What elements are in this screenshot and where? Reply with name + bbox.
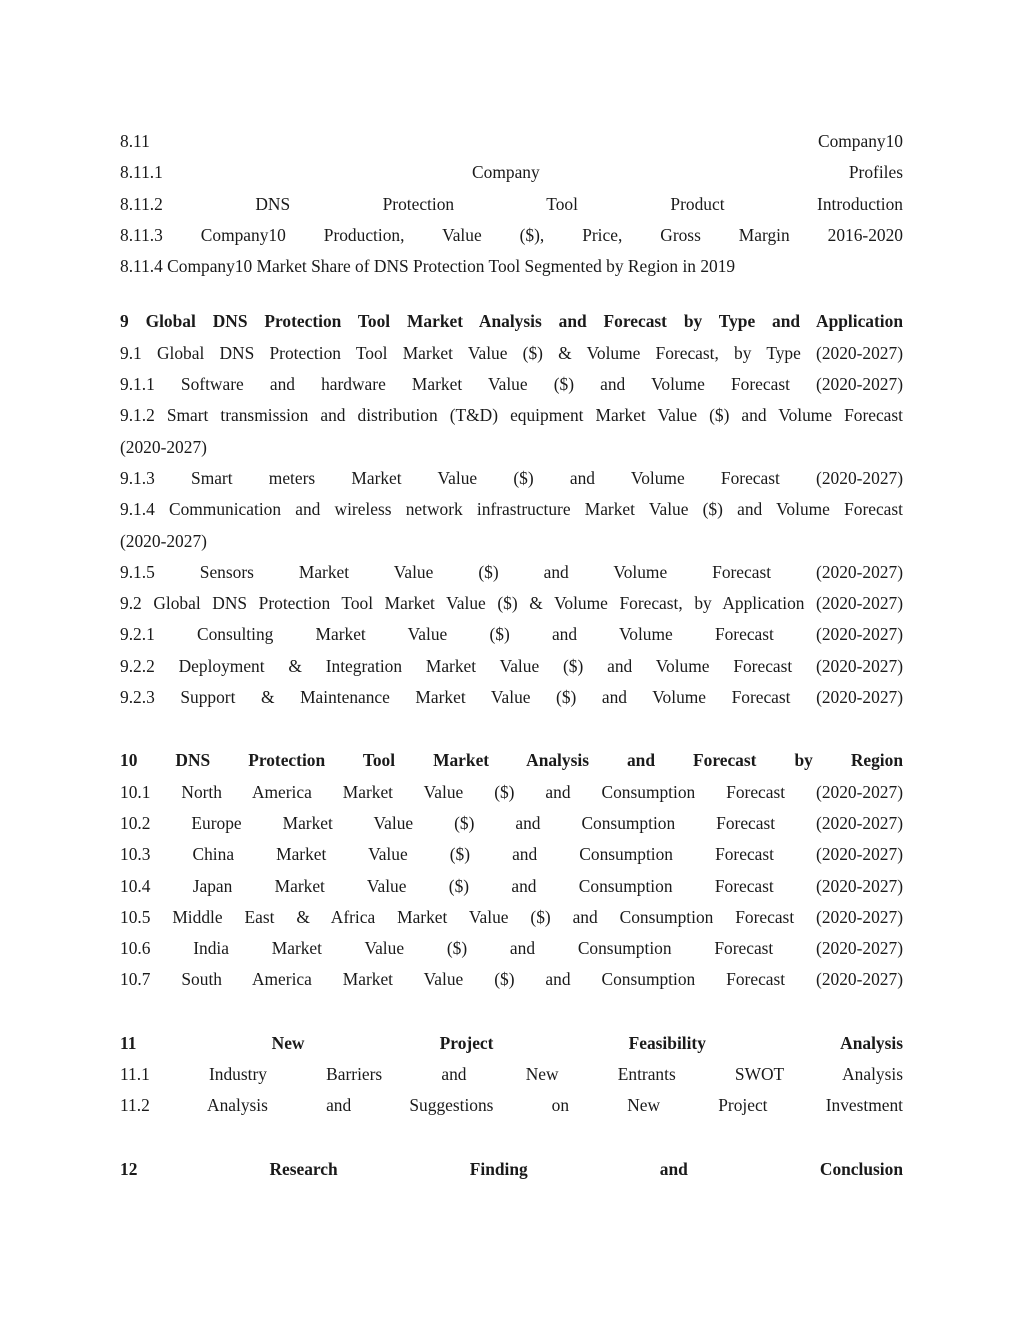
toc-entry-9-1-4: 9.1.4 Communication and wireless network infrastructure Market Value ($) and Volume Forecast <box>120 499 903 520</box>
toc-entry-9-1-5: 9.1.5 Sensors Market Value ($) and Volume Forecast (2020-2027) <box>120 561 903 582</box>
toc-entry-9-2-3: 9.2.3 Support & Maintenance Market Value ($) and Volume Forecast (2020-2027) <box>120 687 903 708</box>
toc-entry-10-6: 10.6 India Market Value ($) and Consumption Forecast (2020-2027) <box>120 938 903 959</box>
toc-entry-10-3: 10.3 China Market Value ($) and Consumption Forecast (2020-2027) <box>120 844 903 865</box>
toc-entry-9-1-2: 9.1.2 Smart transmission and distribution (T&D) equipment Market Value ($) and Volume Forecast <box>120 405 903 426</box>
toc-entry-10-7: 10.7 South America Market Value ($) and Consumption Forecast (2020-2027) <box>120 969 903 990</box>
section-spacer <box>120 282 903 306</box>
toc-entry-9-2-2: 9.2.2 Deployment & Integration Market Value ($) and Volume Forecast (2020-2027) <box>120 655 903 676</box>
toc-entry-9-1: 9.1 Global DNS Protection Tool Market Value ($) & Volume Forecast, by Type (2020-2027) <box>120 342 903 363</box>
toc-heading-9: 9 Global DNS Protection Tool Market Analysis and Forecast by Type and Application <box>120 311 903 332</box>
toc-entry-9-1-4-continued: (2020-2027) <box>120 530 207 551</box>
toc-entry-11-2: 11.2 Analysis and Suggestions on New Project Investment <box>120 1095 903 1116</box>
toc-entry-9-2-1: 9.2.1 Consulting Market Value ($) and Volume Forecast (2020-2027) <box>120 624 903 645</box>
section-spacer <box>120 713 903 745</box>
toc-entry-10-2: 10.2 Europe Market Value ($) and Consumption Forecast (2020-2027) <box>120 812 903 833</box>
toc-entry-10-1: 10.1 North America Market Value ($) and Consumption Forecast (2020-2027) <box>120 781 903 802</box>
toc-heading-10: 10 DNS Protection Tool Market Analysis and Forecast by Region <box>120 750 903 771</box>
toc-entry-8-11-4: 8.11.4 Company10 Market Share of DNS Protection Tool Segmented by Region in 2019 <box>120 256 736 277</box>
toc-heading-12: 12 Research Finding and Conclusion <box>120 1158 903 1179</box>
toc-entry-9-1-3: 9.1.3 Smart meters Market Value ($) and Volume Forecast (2020-2027) <box>120 467 903 488</box>
toc-entry-11-1: 11.1 Industry Barriers and New Entrants SWOT Analysis <box>120 1064 903 1085</box>
toc-entry-9-1-2-continued: (2020-2027) <box>120 436 207 457</box>
toc-entry-9-2: 9.2 Global DNS Protection Tool Market Value ($) & Volume Forecast, by Application (2020-2027) <box>120 593 903 614</box>
section-spacer <box>120 1122 903 1154</box>
toc-entry-10-4: 10.4 Japan Market Value ($) and Consumption Forecast (2020-2027) <box>120 875 903 896</box>
table-of-contents <box>120 126 903 1185</box>
toc-entry-8-11: 8.11 Company10 <box>120 131 903 151</box>
toc-entry-8-11-2: 8.11.2 DNS Protection Tool Product Introduction <box>120 193 903 214</box>
toc-entry-8-11-1: 8.11.1 Company Profiles <box>120 162 903 183</box>
toc-entry-8-11-3: 8.11.3 Company10 Production, Value ($), Price, Gross Margin 2016-2020 <box>120 224 903 245</box>
section-spacer <box>120 996 903 1028</box>
toc-entry-10-5: 10.5 Middle East & Africa Market Value ($) and Consumption Forecast (2020-2027) <box>120 906 903 927</box>
toc-heading-11: 11 New Project Feasibility Analysis <box>120 1032 903 1053</box>
toc-entry-9-1-1: 9.1.1 Software and hardware Market Value ($) and Volume Forecast (2020-2027) <box>120 374 903 395</box>
